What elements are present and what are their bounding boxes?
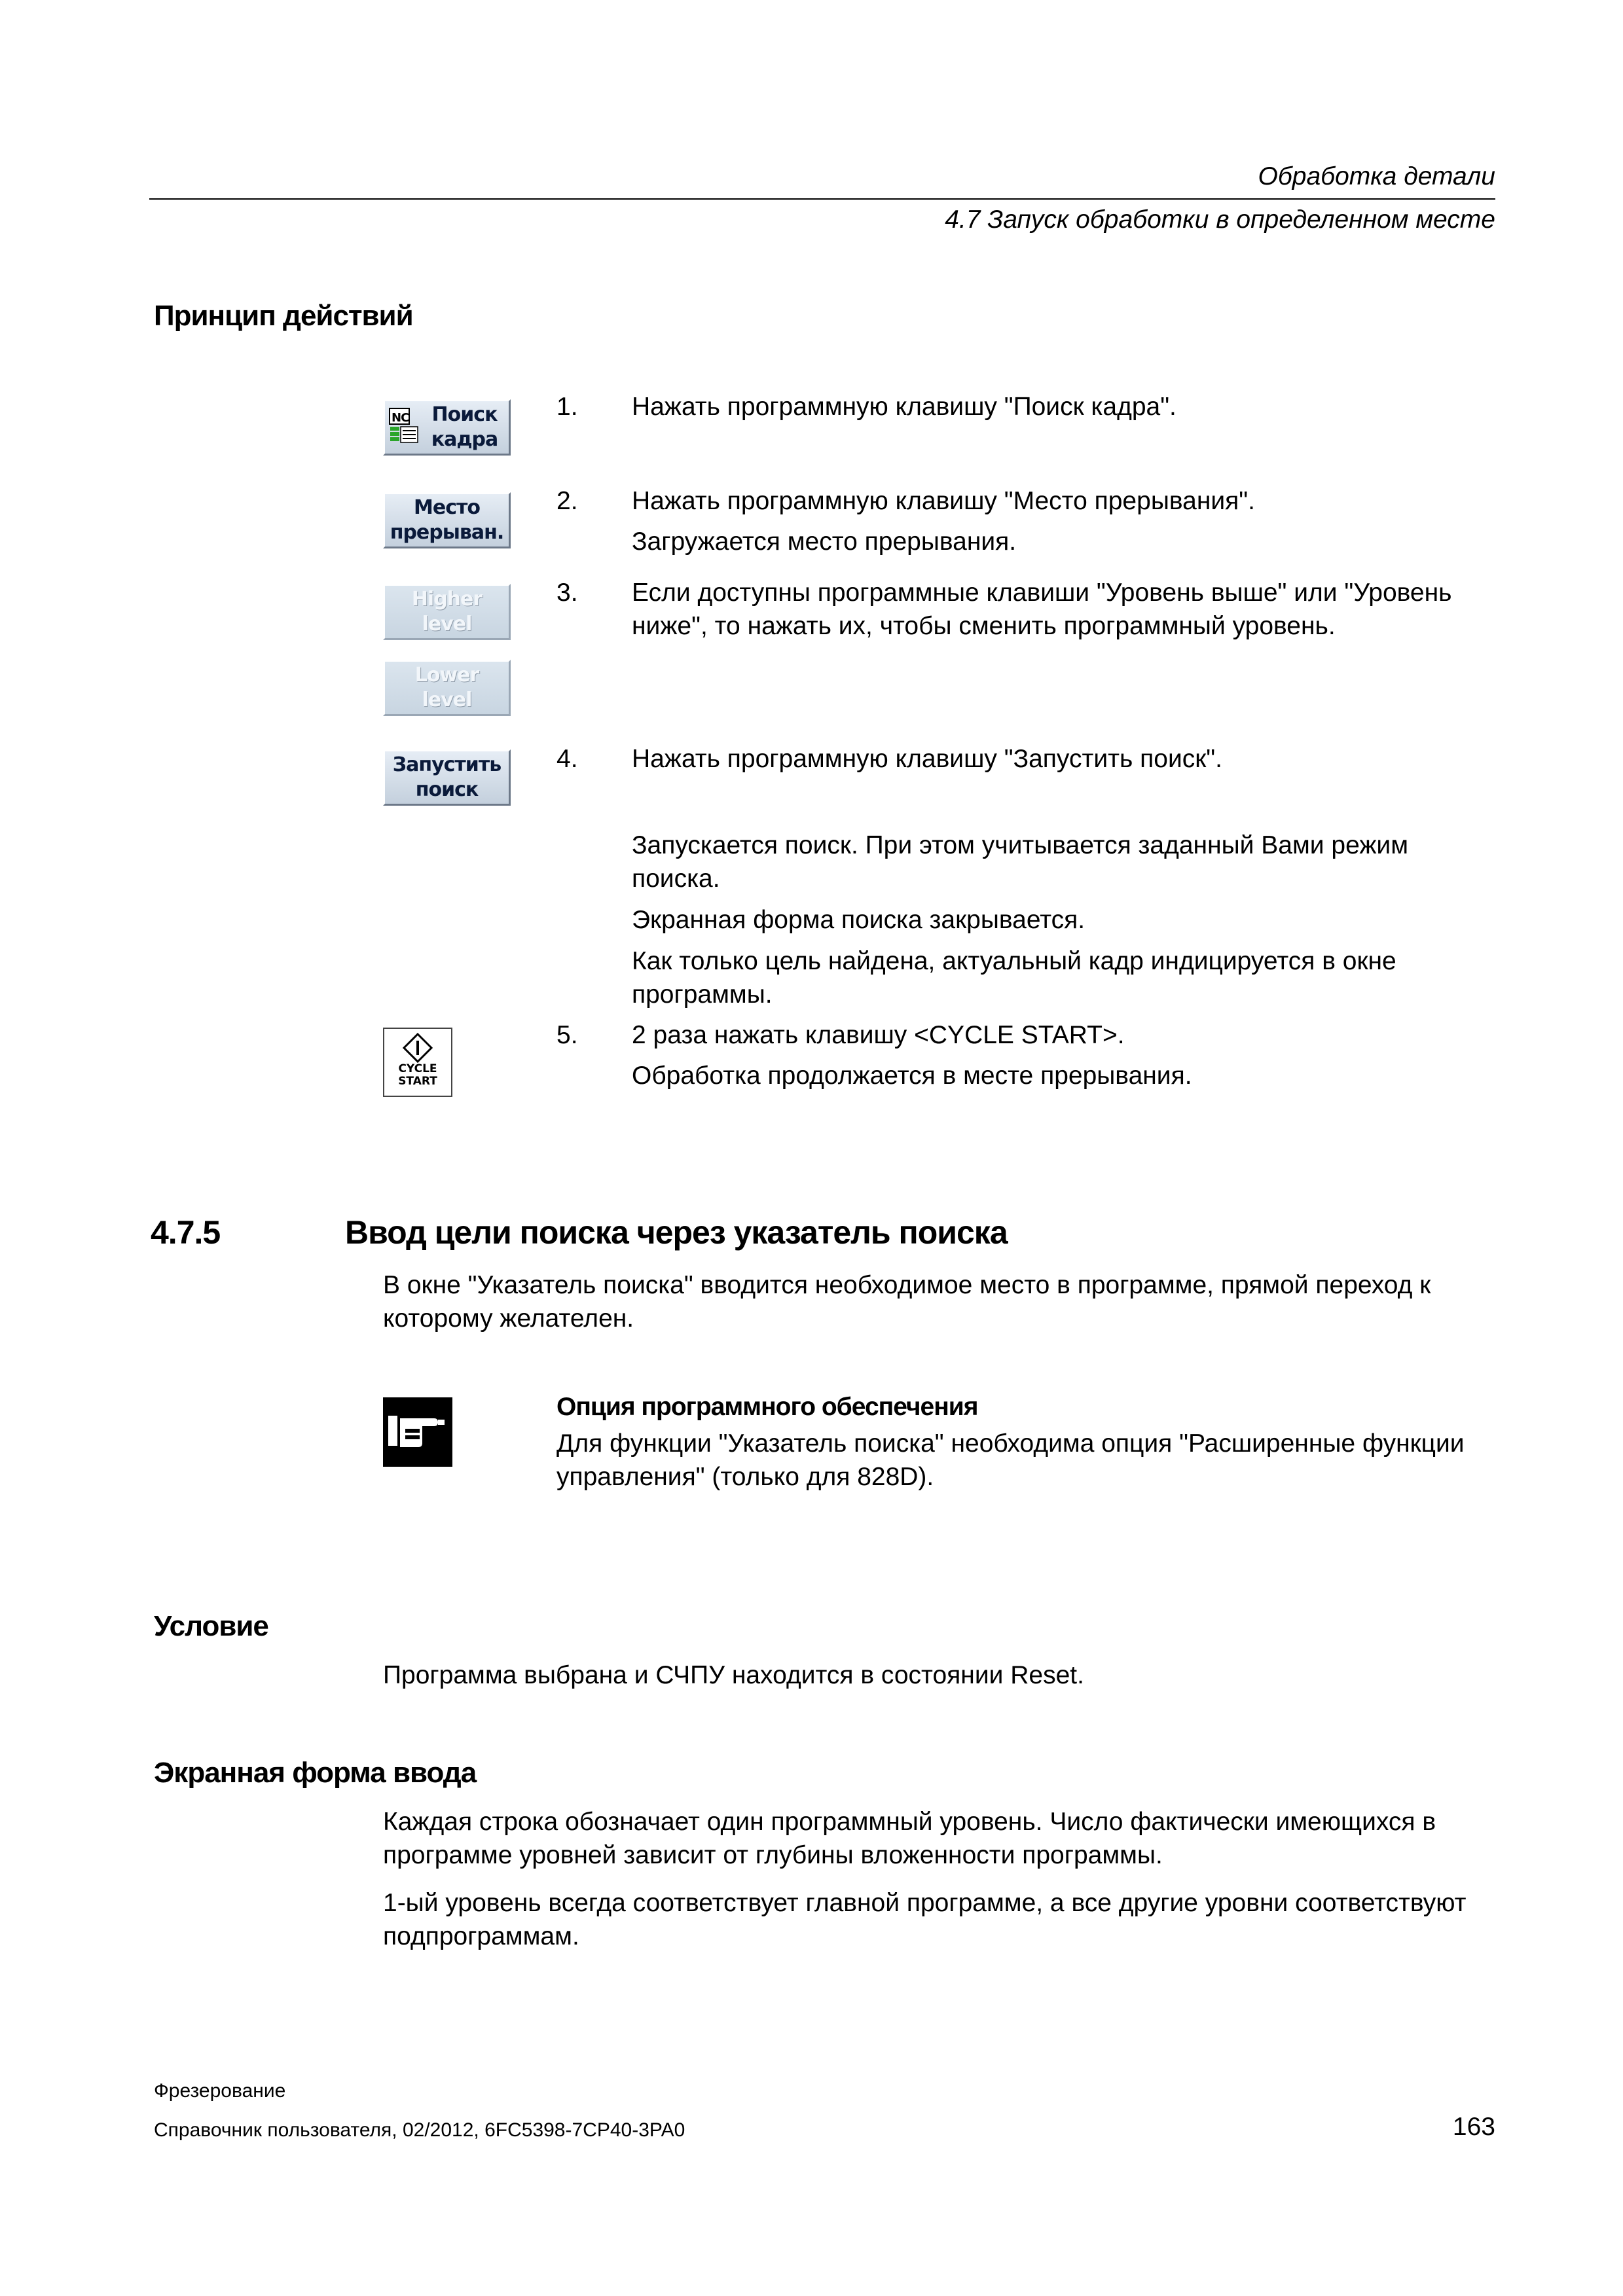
block-search-label-2: кадра [431,428,498,451]
block-search-label-1: Поиск [431,403,498,426]
lower-level-softkey[interactable] [383,660,511,716]
step-text: Загружается место прерывания. [632,528,1017,556]
step-text: Нажать программную клавишу "Запустить поиск". [632,745,1222,773]
step-text: Как только цель найдена, актуальный кадр индицируется в окне программы. [632,947,1396,1009]
cycle-start-label-1: CYCLE [398,1062,437,1075]
condition-heading: Условие [154,1610,268,1642]
interruption-point-label-2: прерыван. [390,521,504,544]
block-search-softkey[interactable] [383,399,511,456]
higher-level-label-2: level [422,613,472,636]
interruption-point-label-1: Место [414,496,480,519]
lower-level-label-1: Lower [414,664,479,687]
higher-level-softkey[interactable] [383,584,511,640]
step-text: 2 раза нажать клавишу <CYCLE START>. [632,1021,1125,1049]
header-section: 4.7 Запуск обработки в определенном месте [945,206,1495,234]
page-number: 163 [1452,2113,1495,2141]
step-text: Экранная форма поиска закрывается. [632,906,1085,934]
step-number: 1. [556,393,578,421]
condition-text: Программа выбрана и СЧПУ находится в состоянии Reset. [383,1661,1084,1689]
input-form-para-1: Каждая строка обозначает один программный уровень. Число фактически имеющихся в программе уровней зависит от глубины вложенности программы. [383,1808,1436,1869]
cycle-start-icon [403,1033,433,1063]
header-chapter: Обработка детали [1258,162,1495,190]
section-intro: В окне "Указатель поиска" вводится необходимое место в программе, прямой переход к которому желателен. [383,1271,1431,1333]
cycle-start-key[interactable] [383,1028,452,1097]
step-text: Нажать программную клавишу "Место прерывания". [632,487,1255,515]
start-search-softkey[interactable] [383,749,511,806]
lower-level-label-2: level [422,689,472,711]
step-number: 5. [556,1021,578,1049]
principle-heading: Принцип действий [154,300,413,332]
input-form-para-2: 1-ый уровень всегда соответствует главной программе, а все другие уровни соответствуют подпрограммам. [383,1889,1467,1950]
nc-program-icon [389,406,420,449]
start-search-label-1: Запустить [392,753,501,776]
input-form-heading: Экранная форма ввода [154,1757,477,1789]
interruption-point-softkey[interactable] [383,492,511,548]
header-rule [149,198,1495,200]
step-text: Если доступны программные клавиши "Уровень выше" или "Уровень ниже", то нажать их, чтобы сменить программный уровень. [632,579,1452,640]
step-number: 3. [556,579,578,607]
cycle-start-label-2: START [398,1075,437,1088]
section-title: Ввод цели поиска через указатель поиска [345,1214,1008,1251]
step-text: Запускается поиск. При этом учитывается заданный Вами режим поиска. [632,831,1409,893]
footer-product: Фрезерование [154,2080,286,2102]
step-number: 4. [556,745,578,773]
svg-text:NC: NC [392,411,409,425]
step-text: Обработка продолжается в месте прерывания. [632,1062,1192,1090]
note-title: Опция программного обеспечения [556,1393,978,1421]
section-number: 4.7.5 [151,1214,221,1251]
step-text: Нажать программную клавишу "Поиск кадра". [632,393,1176,421]
footer-manual: Справочник пользователя, 02/2012, 6FC5398-7CP40-3PA0 [154,2119,685,2141]
step-number: 2. [556,487,578,515]
higher-level-label-1: Higher [411,588,483,611]
start-search-label-2: поиск [415,778,479,801]
pointing-hand-icon [383,1397,452,1467]
note-text: Для функции "Указатель поиска" необходима опция "Расширенные функции управления" (только для 828D). [556,1429,1465,1491]
